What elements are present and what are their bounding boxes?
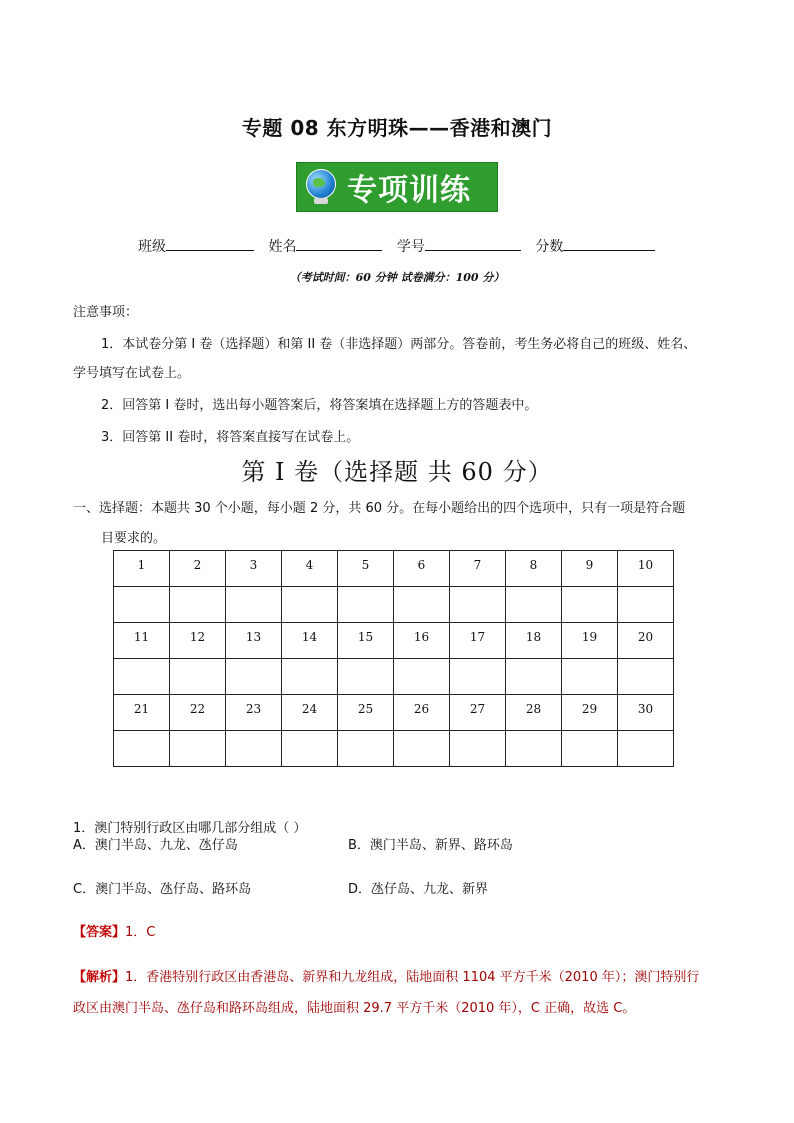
answer-cell[interactable]: [282, 587, 338, 623]
name-field[interactable]: [268, 236, 382, 256]
field-label: 分数: [535, 239, 564, 255]
table-row: [114, 587, 674, 623]
question-number-cell: 21: [114, 695, 170, 731]
answer-cell[interactable]: [562, 731, 618, 767]
page-title: 专题 08 东方明珠——香港和澳门: [241, 116, 553, 140]
question-number-cell: 7: [450, 551, 506, 587]
question-number-cell: 13: [226, 623, 282, 659]
answer-cell[interactable]: [282, 659, 338, 695]
answer-cell[interactable]: [394, 587, 450, 623]
question-number-cell: 26: [394, 695, 450, 731]
field-label: 班级: [138, 239, 166, 255]
option-c[interactable]: C．澳门半岛、氹仔岛、路环岛: [73, 882, 252, 897]
answer-cell[interactable]: [338, 659, 394, 695]
question-stem: 1．澳门特别行政区由哪几部分组成（ ）: [73, 821, 307, 836]
table-row: [114, 659, 674, 695]
question-number-cell: 1: [114, 551, 170, 587]
analysis-line: [73, 966, 699, 985]
answer-cell[interactable]: [450, 731, 506, 767]
question-number-cell: 27: [450, 695, 506, 731]
answer-cell[interactable]: [114, 659, 170, 695]
instruction: 目要求的。: [101, 531, 167, 546]
analysis-text: 1．香港特别行政区由香港岛、新界和九龙组成，陆地面积 1104 平方千米（2010 年）；澳门特别行: [125, 970, 700, 985]
question-number-cell: 19: [562, 623, 618, 659]
answer-cell[interactable]: [170, 587, 226, 623]
answer-cell[interactable]: [170, 659, 226, 695]
answer-cell[interactable]: [450, 659, 506, 695]
notice-item: 学号填写在试卷上。: [73, 366, 191, 381]
option-d[interactable]: D．氹仔岛、九龙、新界: [348, 882, 489, 897]
question-number-cell: 10: [618, 551, 674, 587]
notice-item: 3．回答第 II 卷时，将答案直接写在试卷上。: [101, 430, 360, 445]
question-number-cell: 6: [394, 551, 450, 587]
notice-item: 1．本试卷分第 I 卷（选择题）和第 II 卷（非选择题）两部分。答卷前，考生务必将自己的班级、姓名、: [101, 337, 697, 352]
answer-cell[interactable]: [506, 731, 562, 767]
answer-cell[interactable]: [506, 587, 562, 623]
answer-cell[interactable]: [226, 659, 282, 695]
table-row: [114, 695, 674, 731]
question-number-cell: 4: [282, 551, 338, 587]
section-title: 第 I 卷（选择题 共 60 分）: [241, 458, 553, 486]
answer-cell[interactable]: [618, 731, 674, 767]
question-number-cell: 3: [226, 551, 282, 587]
question-number-cell: 16: [394, 623, 450, 659]
answer-table: [113, 550, 674, 767]
option-a[interactable]: A．澳门半岛、九龙、氹仔岛: [73, 838, 238, 853]
banner-text: 专项训练: [347, 173, 471, 208]
answer-cell[interactable]: [394, 731, 450, 767]
instruction: 一、选择题：本题共 30 个小题，每小题 2 分，共 60 分。在每小题给出的四个选项中，只有一项是符合题: [73, 501, 686, 516]
answer-line: [73, 921, 155, 940]
answer-tag: 【答案】: [73, 925, 126, 940]
question-number-cell: 2: [170, 551, 226, 587]
question-number-cell: 29: [562, 695, 618, 731]
banner: [296, 162, 498, 212]
question-number-cell: 20: [618, 623, 674, 659]
question-number-cell: 24: [282, 695, 338, 731]
answer-cell[interactable]: [226, 587, 282, 623]
question-number-cell: 28: [506, 695, 562, 731]
question-number-cell: 14: [282, 623, 338, 659]
option-b[interactable]: B．澳门半岛、新界、路环岛: [348, 838, 513, 853]
table-row: [114, 623, 674, 659]
question-number-cell: 5: [338, 551, 394, 587]
analysis-text: 政区由澳门半岛、氹仔岛和路环岛组成，陆地面积 29.7 平方千米（2010 年），C 正确，故选 C。: [73, 1001, 636, 1016]
question-number-cell: 18: [506, 623, 562, 659]
question-number-cell: 30: [618, 695, 674, 731]
question-number-cell: 11: [114, 623, 170, 659]
table-row: [114, 551, 674, 587]
question-number-cell: 22: [170, 695, 226, 731]
answer-cell[interactable]: [226, 731, 282, 767]
analysis-tag: 【解析】: [73, 970, 126, 985]
answer-cell[interactable]: [114, 587, 170, 623]
student-id-field[interactable]: [397, 236, 521, 256]
answer-cell[interactable]: [338, 587, 394, 623]
student-info-row: [138, 236, 665, 256]
score-field[interactable]: [535, 236, 655, 256]
question-number-cell: 8: [506, 551, 562, 587]
answer-cell[interactable]: [170, 731, 226, 767]
notice-item: 2．回答第 I 卷时，选出每小题答案后，将答案填在选择题上方的答题表中。: [101, 398, 538, 413]
question-number-cell: 15: [338, 623, 394, 659]
question-number-cell: 23: [226, 695, 282, 731]
answer-cell[interactable]: [338, 731, 394, 767]
globe-icon: [303, 167, 339, 207]
answer-cell[interactable]: [506, 659, 562, 695]
answer-cell[interactable]: [618, 659, 674, 695]
question-number-cell: 9: [562, 551, 618, 587]
answer-cell[interactable]: [450, 587, 506, 623]
question-number-cell: 25: [338, 695, 394, 731]
question-number-cell: 17: [450, 623, 506, 659]
class-field[interactable]: [138, 236, 254, 256]
field-label: 姓名: [268, 239, 297, 255]
answer-cell[interactable]: [394, 659, 450, 695]
notice-heading: 注意事项：: [73, 305, 139, 320]
answer-cell[interactable]: [562, 587, 618, 623]
answer-cell[interactable]: [618, 587, 674, 623]
answer-cell[interactable]: [282, 731, 338, 767]
answer-value: 1．C: [125, 925, 156, 940]
exam-note: （考试时间：60 分钟 试卷满分：100 分）: [289, 271, 505, 284]
answer-cell[interactable]: [114, 731, 170, 767]
question-number-cell: 12: [170, 623, 226, 659]
answer-cell[interactable]: [562, 659, 618, 695]
table-row: [114, 731, 674, 767]
field-label: 学号: [396, 239, 425, 255]
